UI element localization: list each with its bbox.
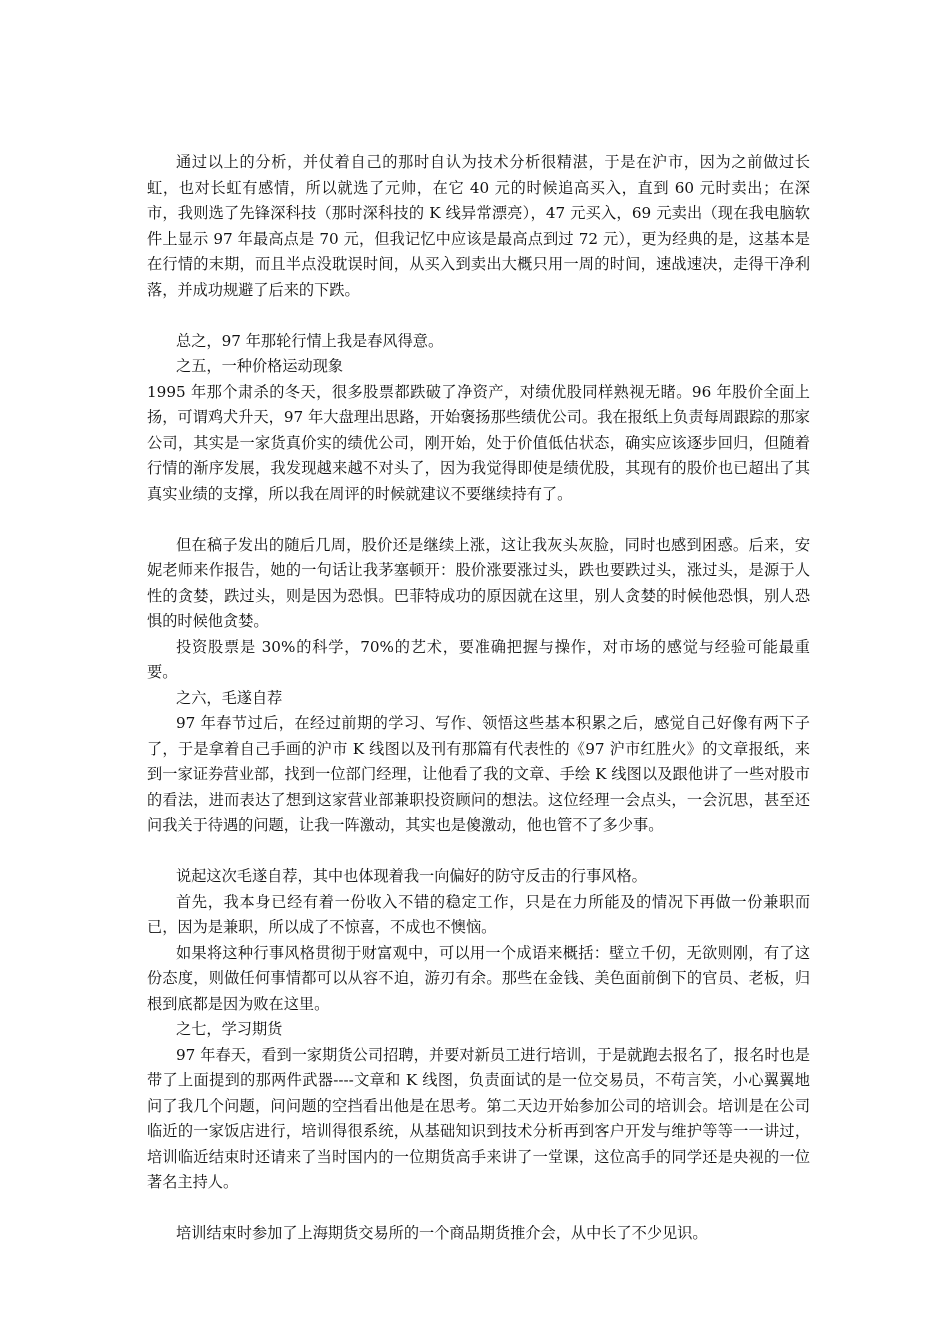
body-paragraph: 培训结束时参加了上海期货交易所的一个商品期货推介会，从中长了不少见识。 (176, 1224, 708, 1242)
body-paragraph: 97 年春天，看到一家期货公司招聘，并要对新员工进行培训，于是就跑去报名了，报名时也是带了上面提到的那两件武器----文章和 K 线图，负责面试的是一位交易员，不苟言笑，小心翼翼地问了我几个问题，问问题的空挡看出他是在思考。第二天边开始参加公司的培训会。培训是在公司临近的一家饭店进行，培训得很系统，从基础知识到技术分析再到客户开发与维护等等一一讲过，培训临近结束时还请来了当时国内的一位期货高手来讲了一堂课，这位高手的同学还是央视的一位著名主持人。 (147, 1045, 810, 1191)
paragraph-spacer (147, 303, 810, 329)
paragraph-spacer (147, 839, 810, 865)
body-paragraph: 1995 年那个肃杀的冬天，很多股票都跌破了净资产，对绩优股同样熟视无睹。96 年股价全面上扬，可谓鸡犬升天，97 年大盘理出思路，开始褒扬那些绩优公司。我在报纸上负责每周跟踪的那家公司，其实是一家货真价实的绩优公司，刚开始，处于价值低估状态，确实应该逐步回归，但随着行情的渐序发展，我发现越来越不对头了，因为我觉得即使是绩优股，其现有的股价也已超出了其真实业绩的支撑，所以我在周评的时候就建议不要继续持有了。 (147, 382, 810, 503)
body-paragraph: 总之，97 年那轮行情上我是春风得意。 (176, 331, 444, 350)
document-body (147, 150, 810, 1247)
paragraph-spacer (147, 507, 810, 533)
body-paragraph: 97 年春节过后，在经过前期的学习、写作、领悟这些基本积累之后，感觉自己好像有两下子了，于是拿着自己手画的沪市 K 线图以及刊有那篇有代表性的《97 沪市红胜火》的文章报纸，来到一家证券营业部，找到一位部门经理，让他看了我的文章、手绘 K 线图以及跟他讲了一些对股市的看法，进而表达了想到这家营业部兼职投资顾问的想法。这位经理一会点头，一会沉思，甚至还问我关于待遇的问题，让我一阵激动，其实也是傻激动，他也管不了多少事。 (147, 714, 810, 834)
body-paragraph: 通过以上的分析，并仗着自己的那时自认为技术分析很精湛，于是在沪市，因为之前做过长虹，也对长虹有感情，所以就选了元帅，在它 40 元的时候追高买入，直到 60 元时卖出；在深市，我则选了先锋深科技（那时深科技的 K 线异常漂亮），47 元买入，69 元卖出（现在我电脑软件上显示 97 年最高点是 70 元，但我记忆中应该是最高点到过 72 元），更为经典的是，这基本是在行情的末期，而且半点没耽误时间，从买入到卖出大概只用一周的时间，速战速决，走得干净利落，并成功规避了后来的下跌。 (147, 153, 810, 299)
body-paragraph: 如果将这种行事风格贯彻于财富观中，可以用一个成语来概括：壁立千仞，无欲则刚，有了这份态度，则做任何事情都可以从容不迫，游刃有余。那些在金钱、美色面前倒下的官员、老板，归根到底都是因为败在这里。 (147, 943, 810, 1013)
section-heading: 之五，一种价格运动现象 (176, 357, 344, 375)
body-paragraph: 投资股票是 30%的科学，70%的艺术，要准确把握与操作，对市场的感觉与经验可能最重要。 (147, 637, 810, 681)
section-heading: 之七，学习期货 (176, 1020, 283, 1038)
paragraph-spacer (147, 1196, 810, 1222)
section-heading: 之六，毛遂自荐 (176, 688, 283, 707)
body-paragraph: 说起这次毛遂自荐，其中也体现着我一向偏好的防守反击的行事风格。 (176, 867, 647, 885)
body-paragraph: 首先，我本身已经有着一份收入不错的稳定工作，只是在力所能及的情况下再做一份兼职而已，因为是兼职，所以成了不惊喜，不成也不懊恼。 (147, 892, 810, 936)
body-paragraph: 但在稿子发出的随后几周，股价还是继续上涨，这让我灰头灰脸，同时也感到困惑。后来，安妮老师来作报告，她的一句话让我茅塞顿开：股价涨要涨过头，跌也要跌过头，涨过头，是源于人性的贪婪，跌过头，则是因为恐惧。巴菲特成功的原因就在这里，别人贪婪的时候他恐惧，别人恐惧的时候他贪婪。 (147, 535, 810, 630)
